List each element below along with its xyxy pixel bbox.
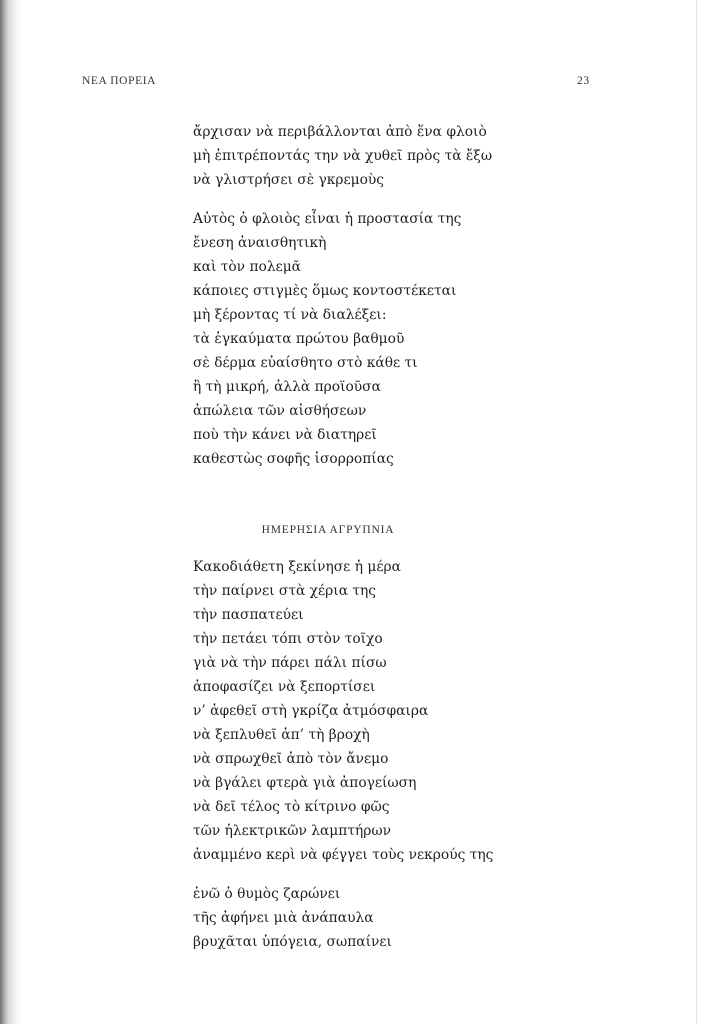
poem-line: νὰ δεῖ τέλος τὸ κίτρινο φῶς <box>193 799 390 815</box>
poem-line: ἢ τὴ μικρή, ἀλλὰ προϊοῦσα <box>193 379 381 395</box>
poem-line: τῶν ἠλεκτρικῶν λαμπτήρων <box>193 823 391 839</box>
poem-continuation <box>193 120 613 471</box>
poem-line: καθεστὼς σοφῆς ἰσορροπίας <box>193 451 394 467</box>
poem-line: ἔνεση ἀναισθητικὴ <box>193 235 327 251</box>
poem-line: βρυχᾶται ὑπόγεια, σωπαίνει <box>193 934 392 950</box>
poem-line: ἄρχισαν νὰ περιβάλλονται ἀπὸ ἕνα φλοιὸ <box>193 124 487 140</box>
poem-line: μὴ ξέροντας τί νὰ διαλέξει: <box>193 307 387 323</box>
poem-line: ἀπώλεια τῶν αἰσθήσεων <box>193 403 367 419</box>
poem-line: νὰ γλιστρήσει σὲ γκρεμοὺς <box>193 172 385 188</box>
poem-title: ΗΜΕΡΗΣΙΑ ΑΓΡΥΠΝΙΑ <box>261 524 395 536</box>
poem-line: μὴ ἐπιτρέποντάς την νὰ χυθεῖ πρὸς τὰ ἔξω <box>193 148 493 164</box>
poem-line: νὰ ξεπλυθεῖ ἀπ’ τὴ βροχὴ <box>193 727 370 743</box>
poem-line: Αὐτὸς ὁ φλοιὸς εἶναι ἡ προστασία της <box>193 211 462 227</box>
stanza-break <box>193 192 613 207</box>
poem-line: ἀναμμένο κερὶ νὰ φέγγει τοὺς νεκρούς της <box>193 847 494 863</box>
poem-line: τὴν πασπατεύει <box>193 607 304 623</box>
poem-body <box>193 555 613 954</box>
page-number: 23 <box>577 75 590 87</box>
poem-line: νὰ βγάλει φτερὰ γιὰ ἀπογείωση <box>193 775 417 791</box>
poem-line: σὲ δέρμα εὐαίσθητο στὸ κάθε τι <box>193 355 418 371</box>
poem-line: τὰ ἐγκαύματα πρώτου βαθμοῦ <box>193 331 405 347</box>
poem-line: τῆς ἀφήνει μιὰ ἀνάπαυλα <box>193 910 374 926</box>
poem-line: καὶ τὸν πολεμᾶ <box>193 259 301 275</box>
poem-line: ν’ ἀφεθεῖ στὴ γκρίζα ἀτμόσφαιρα <box>193 703 429 719</box>
poem-line: νὰ σπρωχθεῖ ἀπὸ τὸν ἄνεμο <box>193 751 389 767</box>
poem-line: ἀποφασίζει νὰ ξεπορτίσει <box>193 679 376 695</box>
running-title: ΝΕΑ ΠΟΡΕΙΑ <box>82 75 157 87</box>
poem-line: ἐνῶ ὁ θυμὸς ζαρώνει <box>193 886 341 902</box>
poem-line: κάποιες στιγμὲς ὅμως κοντοστέκεται <box>193 283 457 299</box>
stanza-break <box>193 867 613 882</box>
poem-line: Κακοδιάθετη ξεκίνησε ἡ μέρα <box>193 559 401 575</box>
book-spine-shadow <box>0 0 22 1024</box>
poem-line: τὴν παίρνει στὰ χέρια της <box>193 583 377 599</box>
running-header <box>0 75 713 91</box>
page-edge <box>696 0 697 1024</box>
poem-line: τὴν πετάει τόπι στὸν τοῖχο <box>193 631 383 647</box>
poem-line: ποὺ τὴν κάνει νὰ διατηρεῖ <box>193 427 377 443</box>
poem-line: γιὰ νὰ τὴν πάρει πάλι πίσω <box>193 655 387 671</box>
